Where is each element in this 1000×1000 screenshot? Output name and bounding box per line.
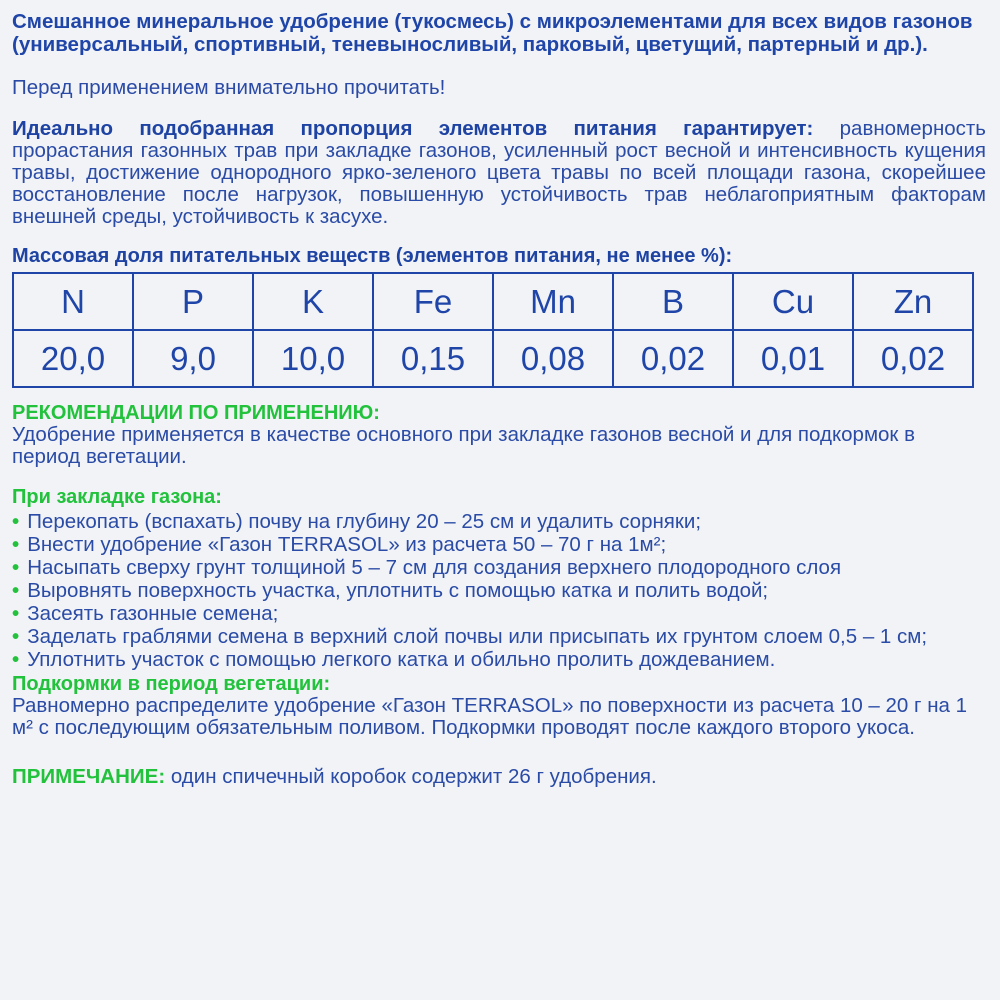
step-text: Заделать граблями семена в верхний слой почвы или присыпать их грунтом слоем 0,5 – 1 см;	[27, 625, 928, 648]
step-text: Засеять газонные семена;	[27, 602, 279, 625]
list-item	[12, 625, 986, 648]
bullet-icon: •	[12, 648, 20, 671]
benefits-text: равномерность прорастания газонных трав при закладке газонов, усиленный рост весной и интенсивность кущения травы, достижение однородного ярко-зеленого цвета травы по всей площади газона, скорейшее восстановление после нагрузок, повышенную устойчивость трав неблагоприятным факторам внешней среды, устойчивость к засухе.	[12, 117, 986, 228]
element-cell: Fe	[373, 273, 493, 330]
sowing-heading: При закладке газона:	[12, 486, 222, 508]
product-title: Смешанное минеральное удобрение (тукосмесь) с микроэлементами для всех видов газонов (универсальный, спортивный, теневыносливый, парковый, цветущий, партерный и др.).	[12, 10, 973, 56]
step-text: Перекопать (вспахать) почву на глубину 20 – 25 см и удалить сорняки;	[27, 510, 702, 533]
recommendations-text: Удобрение применяется в качестве основного при закладке газонов весной и для подкормок в период вегетации.	[12, 423, 915, 468]
recommendations-heading: РЕКОМЕНДАЦИИ ПО ПРИМЕНЕНИЮ:	[12, 402, 380, 424]
value-cell: 0,15	[373, 330, 493, 387]
bullet-icon: •	[12, 579, 20, 602]
feeding-heading: Подкормки в период вегетации:	[12, 673, 331, 695]
list-item	[12, 579, 986, 602]
read-warning: Перед применением внимательно прочитать!	[12, 76, 446, 99]
nutrients-heading: Массовая доля питательных веществ (элементов питания, не менее %):	[12, 245, 733, 267]
nutrients-element-row	[13, 273, 973, 330]
element-cell: N	[13, 273, 133, 330]
element-cell: Cu	[733, 273, 853, 330]
list-item	[12, 510, 986, 533]
value-cell: 10,0	[253, 330, 373, 387]
list-item	[12, 533, 986, 556]
value-cell: 0,02	[853, 330, 973, 387]
bullet-icon: •	[12, 625, 20, 648]
step-text: Насыпать сверху грунт толщиной 5 – 7 см для создания верхнего плодородного слоя	[27, 556, 842, 579]
nutrients-table	[12, 272, 974, 388]
bullet-icon: •	[12, 510, 20, 533]
note-text: один спичечный коробок содержит 26 г удобрения.	[165, 765, 657, 788]
element-cell: P	[133, 273, 253, 330]
step-text: Внести удобрение «Газон TERRASOL» из расчета 50 – 70 г на 1м²;	[27, 533, 667, 556]
bullet-icon: •	[12, 533, 20, 556]
bullet-icon: •	[12, 556, 20, 579]
note-label: ПРИМЕЧАНИЕ:	[12, 765, 166, 788]
element-cell: Zn	[853, 273, 973, 330]
element-cell: K	[253, 273, 373, 330]
benefits-paragraph	[12, 118, 986, 228]
list-item	[12, 648, 986, 671]
benefits-lead: Идеально подобранная пропорция элементов питания гарантирует:	[12, 117, 814, 140]
element-cell: B	[613, 273, 733, 330]
element-cell: Mn	[493, 273, 613, 330]
value-cell: 20,0	[13, 330, 133, 387]
feeding-text: Равномерно распределите удобрение «Газон TERRASOL» по поверхности из расчета 10 – 20 г на 1 м² с последующим обязательным поливом. Подкормки проводят после каждого второго укоса.	[12, 694, 968, 739]
step-text: Уплотнить участок с помощью легкого катка и обильно пролить дождеванием.	[27, 648, 776, 671]
value-cell: 9,0	[133, 330, 253, 387]
list-item	[12, 556, 986, 579]
nutrients-value-row	[13, 330, 973, 387]
value-cell: 0,01	[733, 330, 853, 387]
bullet-icon: •	[12, 602, 20, 625]
step-text: Выровнять поверхность участка, уплотнить с помощью катка и полить водой;	[27, 579, 769, 602]
value-cell: 0,08	[493, 330, 613, 387]
sowing-steps-list	[12, 510, 986, 671]
note-paragraph	[12, 765, 986, 789]
list-item	[12, 602, 986, 625]
value-cell: 0,02	[613, 330, 733, 387]
